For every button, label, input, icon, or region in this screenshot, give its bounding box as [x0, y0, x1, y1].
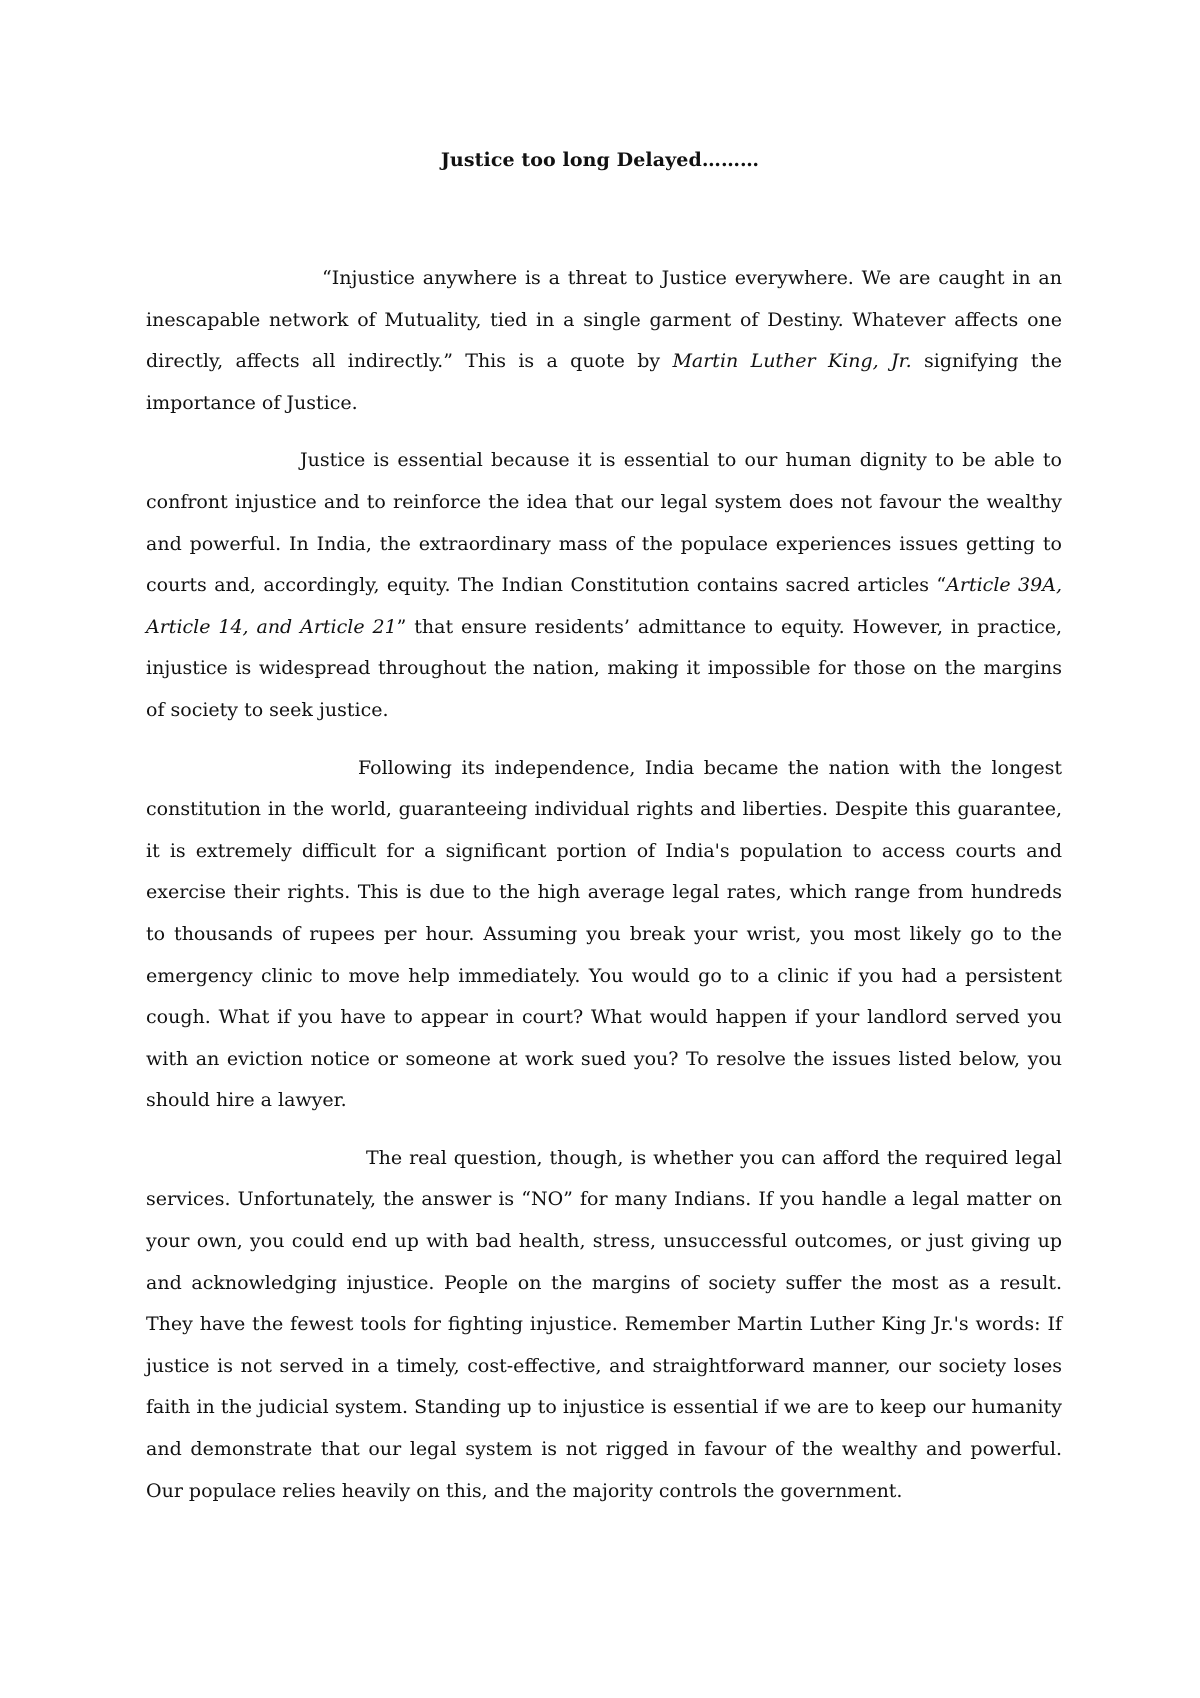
paragraph-real-question: [146, 1138, 1062, 1512]
document-body: [146, 258, 1062, 1528]
paragraph-quote: [146, 258, 1062, 424]
paragraph-independence: [146, 748, 1062, 1122]
constitution-articles: Article 39A, Article 14, and Article 21: [146, 574, 1062, 638]
document-title: Justice too long Delayed………: [440, 149, 760, 171]
paragraph-constitution: [146, 440, 1062, 731]
constitution-text: Justice is essential because it is essential to our human dignity to be able to confront injustice and to reinforce the idea that our legal system does not favour the wealthy and powerful. In India, the extraordinary mass of the populace experiences issues getting to courts and, accordingly, equity. The Indian Constitution contains sacred articles “: [146, 449, 1062, 597]
quote-tail: signifying the importance of Justice.: [146, 350, 1062, 414]
real-question-text: The real question, though, is whether you can afford the required legal services. Unfortunately, the answer is “NO” for many Indians. If you handle a legal matter on your own, you could end up with bad health, stress, unsuccessful outcomes, or just giving up and acknowledging injustice. People on the margins of society suffer the most as a result. They have the fewest tools for fighting injustice. Remember Martin Luther King Jr.'s words: If justice is not served in a timely, cost-effective, and straightforward manner, our society loses faith in the judicial system. Standing up to injustice is essential if we are to keep our humanity and demonstrate that our legal system is not rigged in favour of the wealthy and powerful. Our populace relies heavily on this, and the majority controls the government.: [146, 1146, 1062, 1502]
quote-text: “Injustice anywhere is a threat to Justice everywhere. We are caught in an inescapable network of Mutuality, tied in a single garment of Destiny. Whatever affects one directly, affects all indirectly.” This is a quote by: [146, 267, 1062, 373]
quote-author: Martin Luther King, Jr.: [672, 350, 912, 373]
constitution-tail: ” that ensure residents’ admittance to equity. However, in practice, injustice is widespread throughout the nation, making it impossible for those on the margins of society to seek justice.: [146, 615, 1062, 721]
independence-text: Following its independence, India became the nation with the longest constitution in the world, guaranteeing individual rights and liberties. Despite this guarantee, it is extremely difficult for a significant portion of India's population to access courts and exercise their rights. This is due to the high average legal rates, which range from hundreds to thousands of rupees per hour. Assuming you break your wrist, you most likely go to the emergency clinic to move help immediately. You would go to a clinic if you had a persistent cough. What if you have to appear in court? What would happen if your landlord served you with an eviction notice or someone at work sued you? To resolve the issues listed below, you should hire a lawyer.: [146, 756, 1062, 1112]
